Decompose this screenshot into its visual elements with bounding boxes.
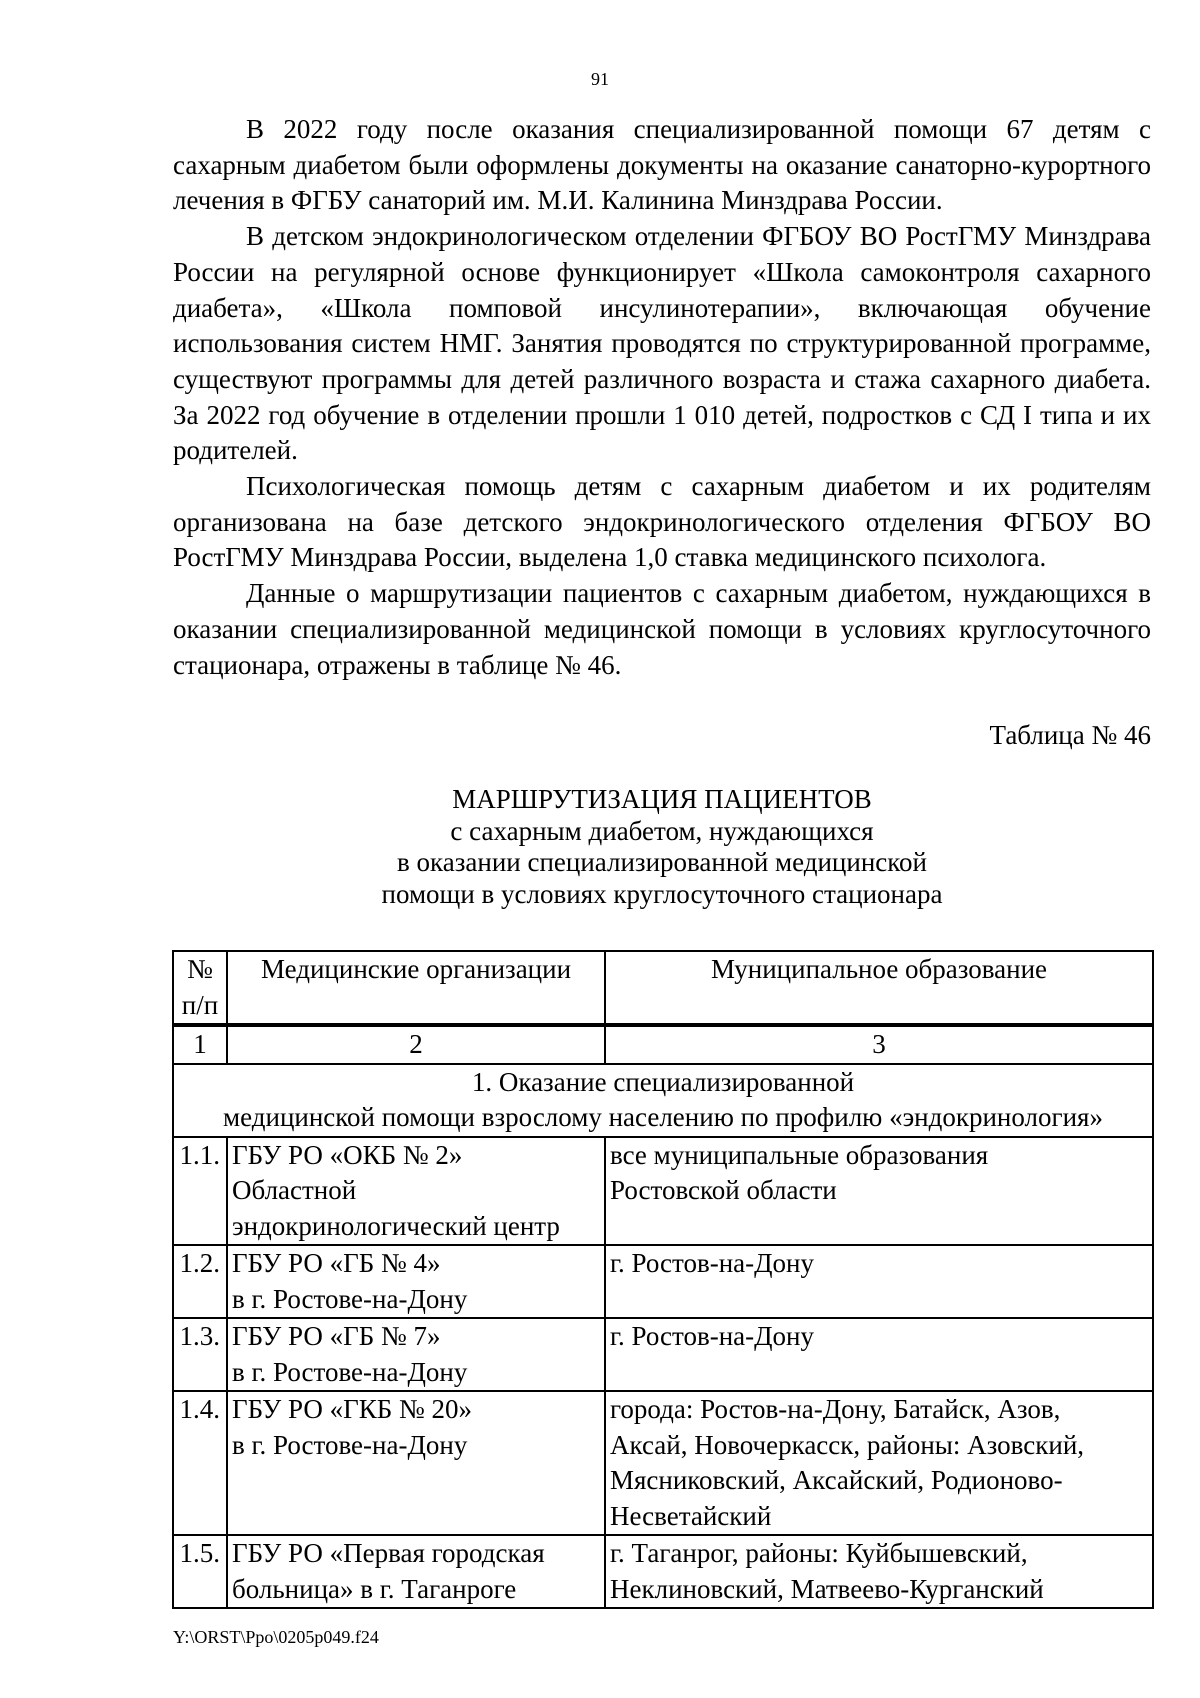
section-heading (173, 1064, 1153, 1137)
section-heading-line: 1. Оказание специализированной (471, 1066, 855, 1097)
cell-line: г. Ростов-на-Дону (610, 1321, 815, 1351)
row-number: 1.3. (173, 1318, 227, 1391)
cell-line: ГБУ РО «ОКБ № 2» (232, 1139, 463, 1170)
cell-line: г. Ростов-на-Дону (610, 1248, 815, 1278)
table-title-line: МАРШРУТИЗАЦИЯ ПАЦИЕНТОВ (452, 784, 872, 814)
row-number: 1.4. (173, 1391, 227, 1535)
organization-cell (227, 1137, 605, 1246)
cell-line: Несветайский (610, 1500, 772, 1531)
header-municipality: Муниципальное образование (605, 951, 1153, 1025)
cell-line: в г. Ростове-на-Дону (232, 1356, 468, 1387)
header-organizations: Медицинские организации (227, 951, 605, 1025)
paragraph: Психологическая помощь детям с сахарным диабетом и их родителям организована на базе детского эндокринологического отделения ФГБОУ ВО РостГМУ Минздрава России, выделена 1,0 ставка медицинского психолога. (173, 471, 1151, 573)
header-number (173, 951, 227, 1025)
header-number-line: № (187, 954, 213, 984)
cell-line: Мясниковский, Аксайский, Родионово- (610, 1465, 1063, 1495)
table-title (173, 784, 1151, 910)
cell-line: Аксай, Новочеркасск, районы: Азовский, (610, 1429, 1085, 1460)
cell-line: г. Таганрог, районы: Куйбышевский, (610, 1538, 1028, 1568)
organization-cell (227, 1391, 605, 1535)
table-title-line: в оказании специализированной медицинской (397, 847, 927, 877)
routing-table (172, 950, 1154, 1609)
body-text (173, 112, 1151, 683)
table-title-line: с сахарным диабетом, нуждающихся (450, 815, 874, 846)
table-row (173, 1245, 1153, 1318)
table-row (173, 1137, 1153, 1246)
section-heading-line: медицинской помощи взрослому населению по профилю «эндокринология» (223, 1102, 1103, 1132)
cell-line: эндокринологический центр (232, 1210, 560, 1241)
table-row (173, 1318, 1153, 1391)
cell-line: Областной (232, 1175, 357, 1205)
cell-line: Ростовской области (610, 1175, 837, 1205)
municipality-cell (605, 1245, 1153, 1318)
cell-line: ГБУ РО «ГКБ № 20» (232, 1394, 473, 1424)
footer-file-path: Y:\ORST\Ppo\0205p049.f24 (173, 1627, 379, 1647)
table-header-row (173, 951, 1153, 1025)
cell-line: в г. Ростове-на-Дону (232, 1429, 468, 1460)
organization-cell (227, 1245, 605, 1318)
paragraph: Данные о маршрутизации пациентов с сахарным диабетом, нуждающихся в оказании специализированной медицинской помощи в условиях круглосуточного стационара, отражены в таблице № 46. (173, 578, 1151, 680)
cell-line: Неклиновский, Матвеево-Курганский (610, 1573, 1044, 1604)
table-reference-label: Таблица № 46 (989, 720, 1151, 750)
organization-cell (227, 1318, 605, 1391)
section-row (173, 1064, 1153, 1137)
cell-line: ГБУ РО «Первая городская (232, 1538, 545, 1568)
paragraph: В 2022 году после оказания специализированной помощи 67 детям с сахарным диабетом были оформлены документы на оказание санаторно-курортного лечения в ФГБУ санаторий им. М.И. Калинина Минздрава России. (173, 114, 1151, 216)
cell-line: больница» в г. Таганроге (232, 1573, 517, 1604)
column-number: 2 (227, 1025, 605, 1064)
municipality-cell (605, 1391, 1153, 1535)
municipality-cell (605, 1137, 1153, 1246)
row-number: 1.2. (173, 1245, 227, 1318)
table-row (173, 1535, 1153, 1608)
row-number: 1.1. (173, 1137, 227, 1246)
cell-line: все муниципальные образования (610, 1139, 989, 1170)
municipality-cell (605, 1535, 1153, 1608)
organization-cell (227, 1535, 605, 1608)
column-number: 1 (173, 1025, 227, 1064)
column-number: 3 (605, 1025, 1153, 1064)
row-number: 1.5. (173, 1535, 227, 1608)
column-number-row (173, 1025, 1153, 1064)
municipality-cell (605, 1318, 1153, 1391)
cell-line: в г. Ростове-на-Дону (232, 1283, 468, 1314)
cell-line: города: Ростов-на-Дону, Батайск, Азов, (610, 1394, 1061, 1424)
header-number-line: п/п (181, 989, 219, 1020)
page-number: 91 (591, 69, 609, 89)
cell-line: ГБУ РО «ГБ № 4» (232, 1248, 441, 1278)
cell-line: ГБУ РО «ГБ № 7» (232, 1321, 441, 1351)
table-title-line: помощи в условиях круглосуточного стационара (381, 878, 943, 909)
paragraph: В детском эндокринологическом отделении ФГБОУ ВО РостГМУ Минздрава России на регулярной основе функционирует «Школа самоконтроля сахарного диабета», «Школа помповой инсулинотерапии», включающая обучение использования систем НМГ. Занятия проводятся по структурированной программе, существуют программы для детей различного возраста и стажа сахарного диабета. За 2022 год обучение в отделении прошли 1 010 детей, подростков с СД I типа и их родителей. (173, 221, 1151, 466)
table-row (173, 1391, 1153, 1535)
